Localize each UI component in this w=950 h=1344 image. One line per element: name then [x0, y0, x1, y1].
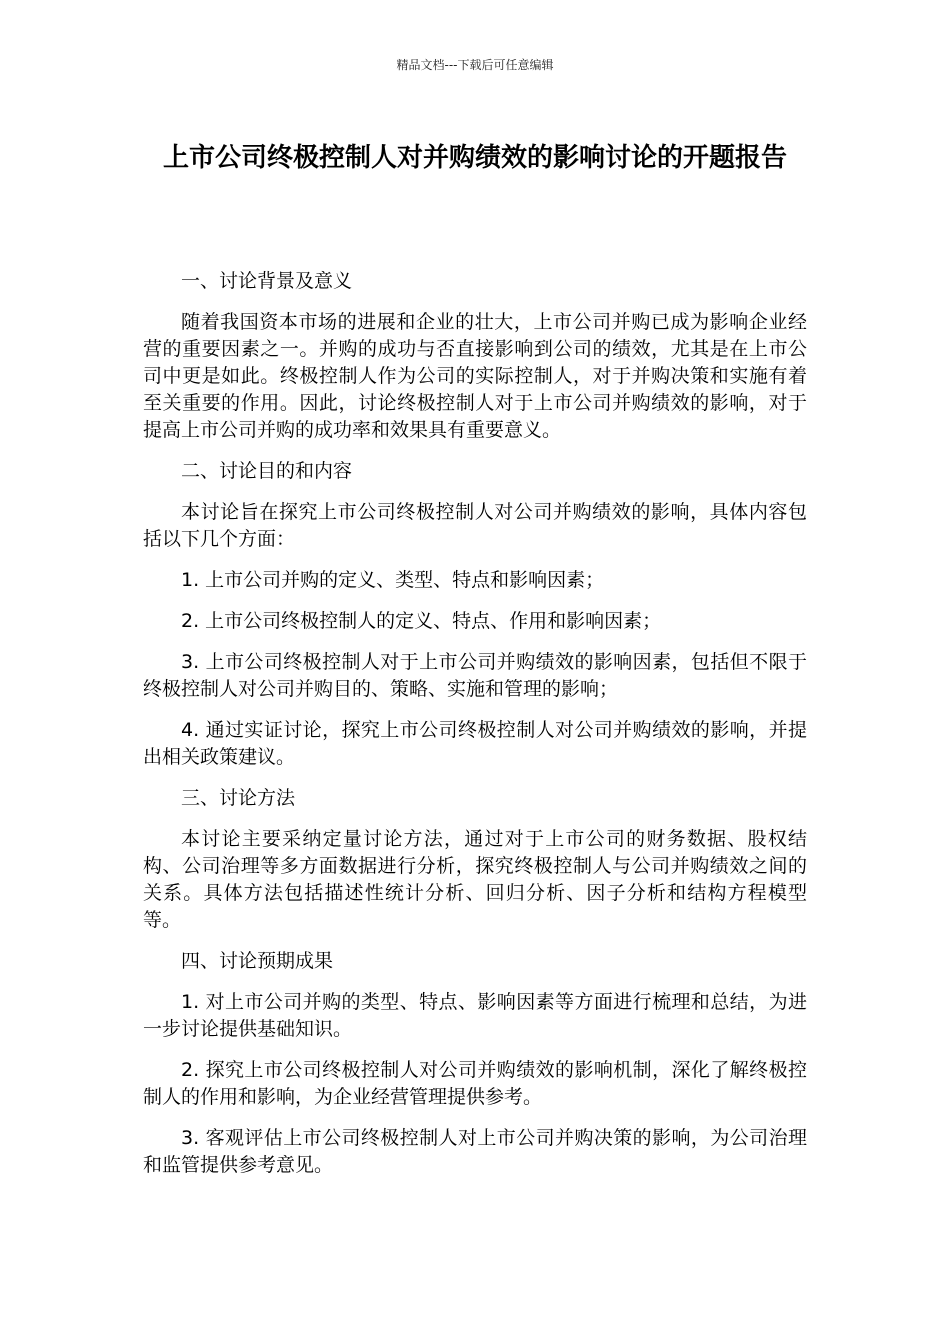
- section-heading: 三、讨论方法: [181, 787, 296, 809]
- list-item: 2. 探究上市公司终极控制人对公司并购绩效的影响机制，深化了解终极控制人的作用和影响，为企业经营管理提供参考。: [143, 1059, 807, 1108]
- list-item: 4. 通过实证讨论，探究上市公司终极控制人对公司并购绩效的影响，并提出相关政策建议。: [143, 719, 807, 768]
- document-body: [143, 268, 807, 1193]
- paragraph: 本讨论旨在探究上市公司终极控制人对公司并购绩效的影响，具体内容包括以下几个方面：: [143, 501, 807, 550]
- list-item: 2. 上市公司终极控制人的定义、特点、作用和影响因素；: [181, 610, 662, 632]
- list-item: 1. 上市公司并购的定义、类型、特点和影响因素；: [181, 569, 605, 591]
- header-note: 精品文档---下载后可任意编辑: [396, 58, 554, 72]
- paragraph: 随着我国资本市场的进展和企业的壮大，上市公司并购已成为影响企业经营的重要因素之一。并购的成功与否直接影响到公司的绩效，尤其是在上市公司中更是如此。终极控制人作为公司的实际控制人，对于并购决策和实施有着至关重要的作用。因此，讨论终极控制人对于上市公司并购绩效的影响，对于提高上市公司并购的成功率和效果具有重要意义。: [143, 311, 807, 441]
- section-heading: 四、讨论预期成果: [181, 950, 334, 972]
- section-heading: 一、讨论背景及意义: [181, 270, 353, 292]
- paragraph: 本讨论主要采纳定量讨论方法，通过对于上市公司的财务数据、股权结构、公司治理等多方面数据进行分析，探究终极控制人与公司并购绩效之间的关系。具体方法包括描述性统计分析、回归分析、因子分析和结构方程模型等。: [143, 828, 807, 931]
- list-item: 1. 对上市公司并购的类型、特点、影响因素等方面进行梳理和总结，为进一步讨论提供基础知识。: [143, 991, 807, 1040]
- list-item: 3. 上市公司终极控制人对于上市公司并购绩效的影响因素，包括但不限于终极控制人对公司并购目的、策略、实施和管理的影响；: [143, 651, 807, 700]
- document-title: 上市公司终极控制人对并购绩效的影响讨论的开题报告: [162, 143, 787, 173]
- list-item: 3. 客观评估上市公司终极控制人对上市公司并购决策的影响，为公司治理和监管提供参考意见。: [143, 1127, 807, 1176]
- section-heading: 二、讨论目的和内容: [181, 460, 353, 482]
